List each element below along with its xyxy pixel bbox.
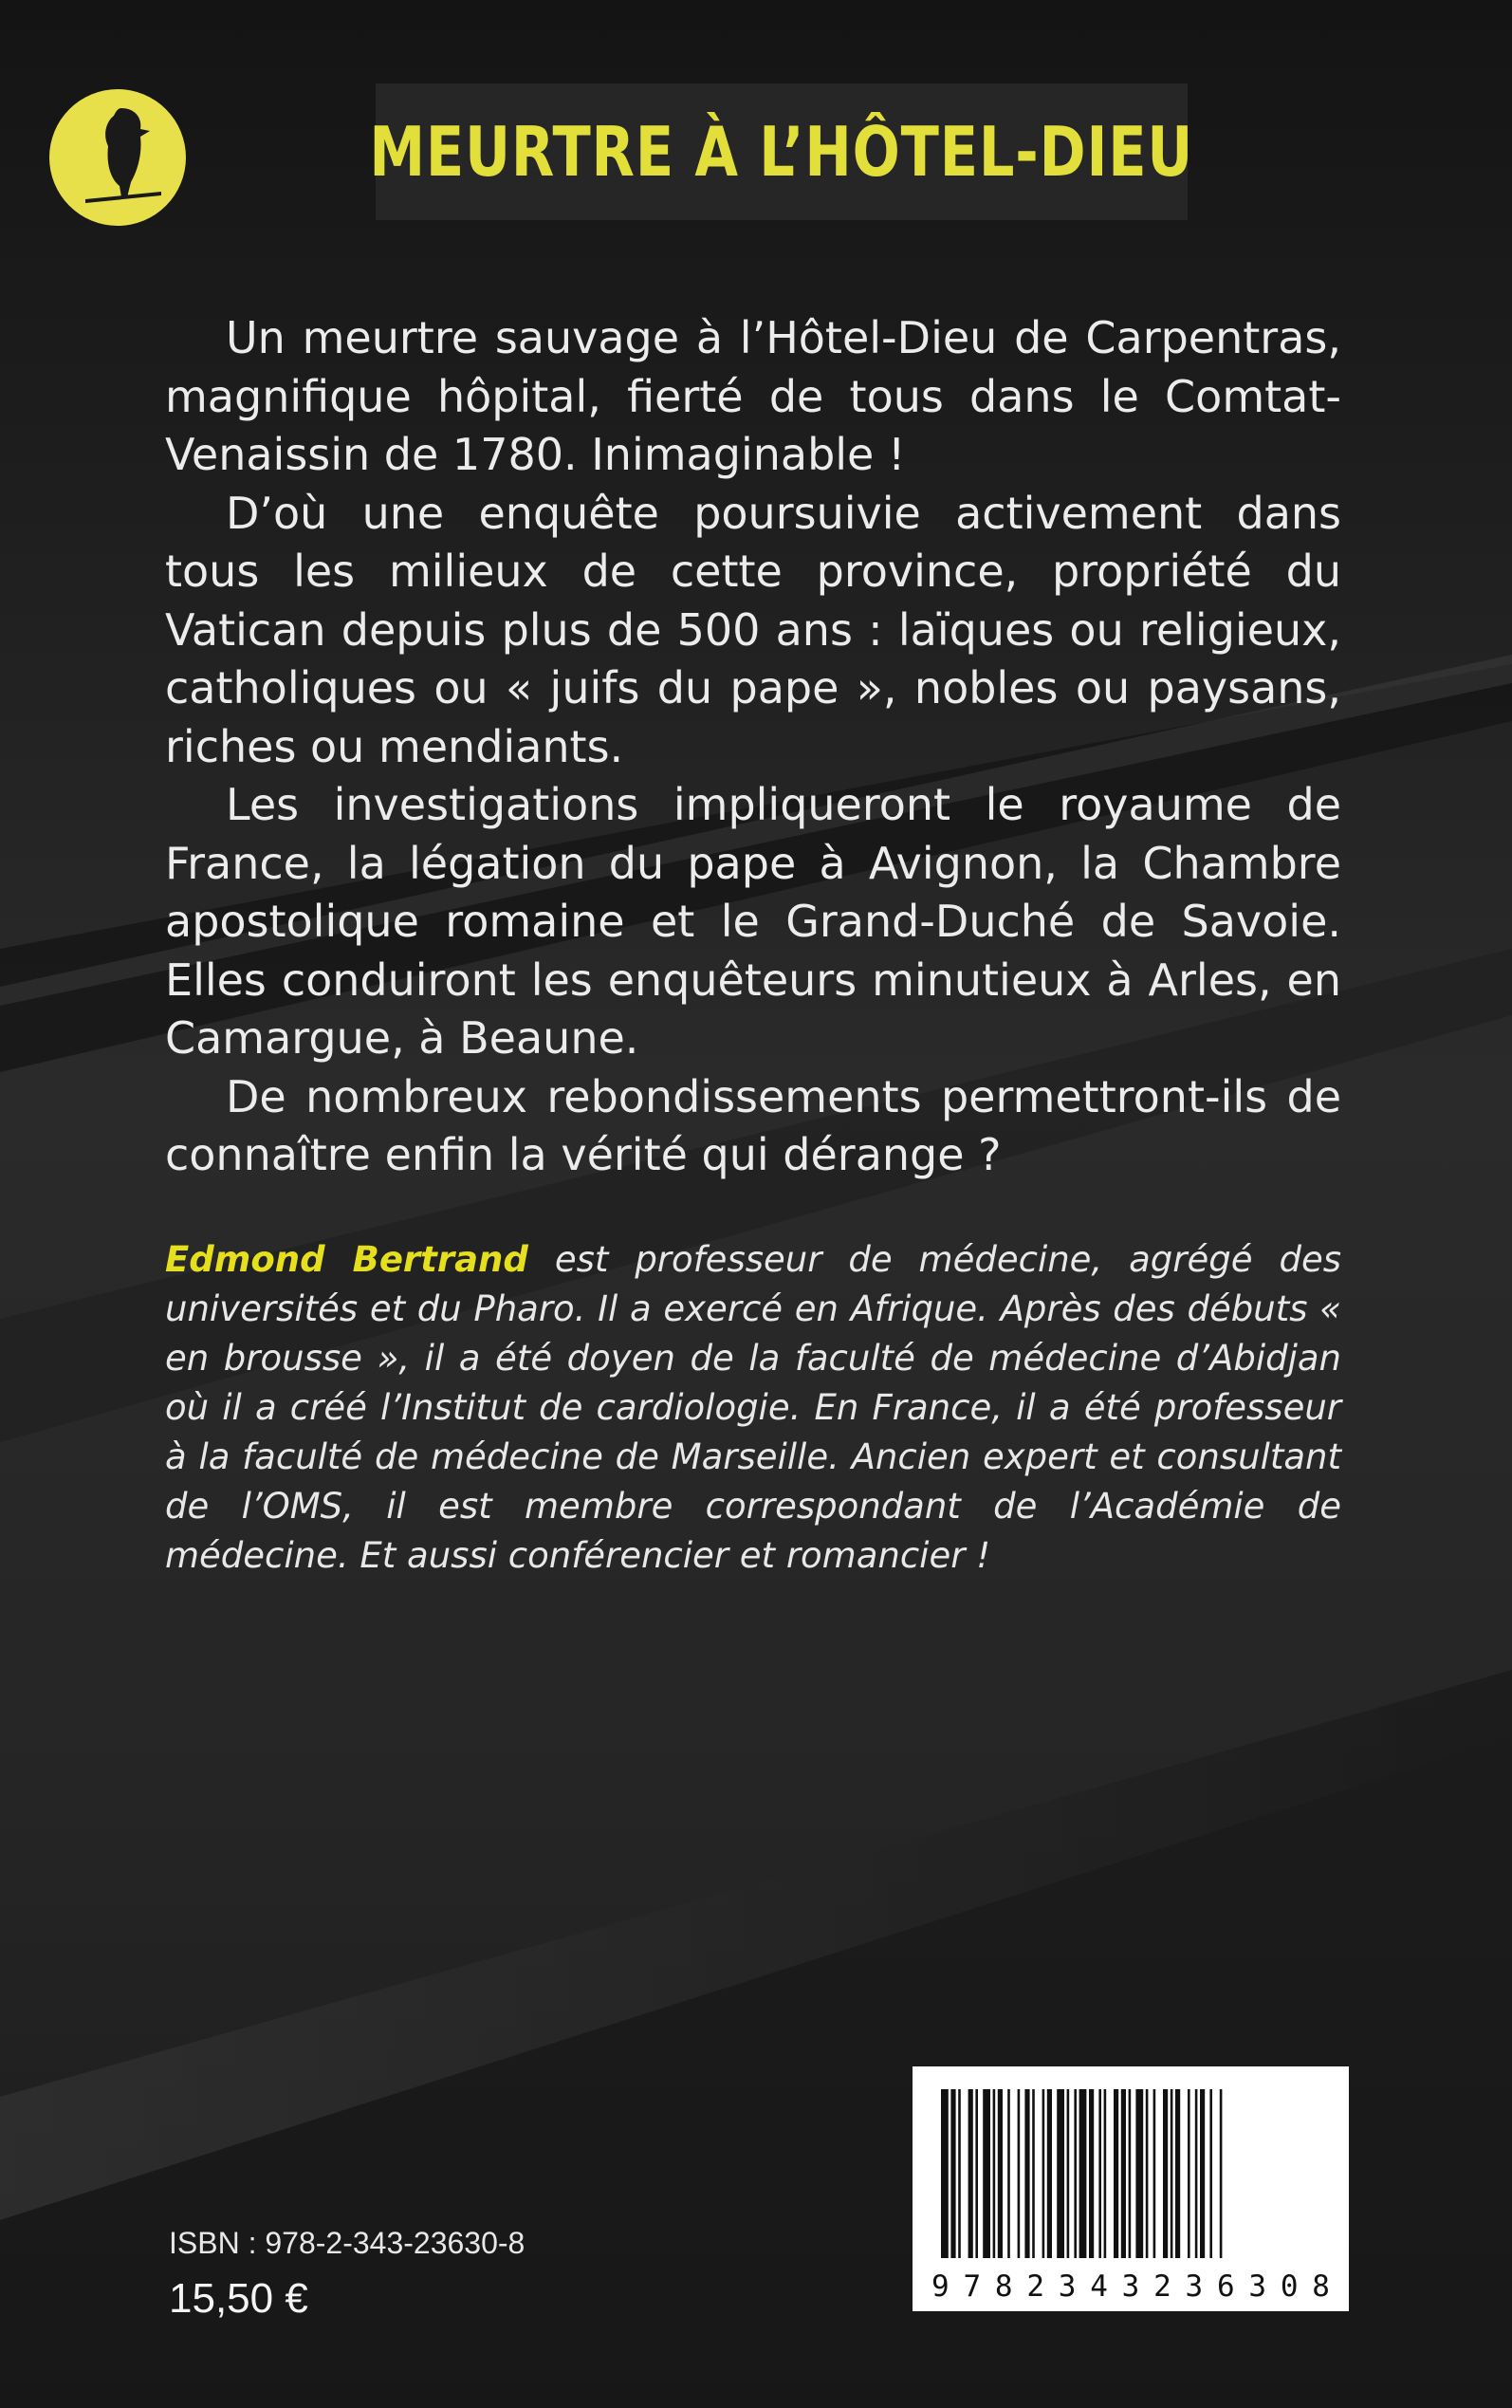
author-name: Edmond Bertrand: [165, 1239, 528, 1280]
crow-on-moon-icon: [47, 87, 188, 228]
barcode-bar: [1067, 2089, 1070, 2258]
barcode-bar: [1024, 2089, 1029, 2258]
barcode-bar: [1007, 2089, 1010, 2258]
isbn: ISBN : 978-2-343-23630-8: [169, 2226, 526, 2260]
barcode-bar: [941, 2089, 949, 2258]
barcode-bar: [1032, 2089, 1035, 2258]
barcode-bar: [1104, 2089, 1107, 2258]
book-title: MEURTRE À L’HÔTEL-DIEU: [369, 112, 1194, 192]
barcode: [913, 2066, 1349, 2311]
barcode-bar: [1114, 2089, 1118, 2258]
barcode-bar: [1079, 2089, 1087, 2258]
barcode-bar: [993, 2089, 996, 2258]
barcode-digit: 3: [1248, 2269, 1267, 2304]
barcode-bar: [1171, 2089, 1173, 2258]
barcode-bar: [950, 2089, 955, 2258]
barcode-bar: [1121, 2089, 1126, 2258]
price: 15,50 €: [169, 2275, 308, 2322]
synopsis-paragraph-4: De nombreux rebondissements permettront-ils de connaître enfin la vérité qui dérange ?: [165, 1070, 1341, 1180]
synopsis: [165, 309, 1341, 1185]
title-banner: [369, 83, 1194, 220]
barcode-digit: 9: [931, 2269, 950, 2304]
barcode-bar: [1200, 2089, 1205, 2258]
barcode-bar: [1188, 2089, 1190, 2258]
barcode-bar: [1220, 2089, 1223, 2258]
barcode-digit: 7: [963, 2269, 982, 2304]
barcode-bar: [983, 2089, 990, 2258]
barcode-digits: [931, 2269, 1330, 2304]
barcode-digit: 8: [994, 2269, 1013, 2304]
barcode-bar: [1195, 2089, 1198, 2258]
barcode-digit: 2: [1153, 2269, 1171, 2304]
barcode-digit: 8: [1312, 2269, 1330, 2304]
barcode-bar: [1098, 2089, 1101, 2258]
barcode-bar: [1129, 2089, 1132, 2258]
synopsis-paragraph-2: D’où une enquête poursuivie activement dans tous les milieux de cette province, propriété du Vatican depuis plus de 500 ans : laïques ou religieux, catholiques ou « juifs du pape », nobles ou paysans, riches ou mendiants.: [165, 487, 1341, 772]
author-bio-text: est professeur de médecine, agrégé des universités et du Pharo. Il a exercé en Afrique. Après des débuts « en brousse », il a été doyen de la faculté de médecine d’Abidjan où il a créé l’Institut de cardiologie. En France, il a été professeur à la faculté de médecine de Marseille. Ancien expert et consultant de l’OMS, il est membre correspondant de l’Académie de médecine. Et aussi conférencier et romancier !: [165, 1239, 1341, 1576]
barcode-bar: [1175, 2089, 1180, 2258]
barcode-bar: [1163, 2089, 1168, 2258]
barcode-digit: 2: [1026, 2269, 1044, 2304]
barcode-bar: [968, 2089, 973, 2258]
barcode-digit: 3: [1058, 2269, 1077, 2304]
barcode-bar: [1135, 2089, 1143, 2258]
barcode-digit: 0: [1280, 2269, 1299, 2304]
barcode-bar: [1146, 2089, 1149, 2258]
barcode-bar: [998, 2089, 1003, 2258]
synopsis-paragraph-3: Les investigations impliqueront le royaume de France, la légation du pape à Avignon, la Chambre apostolique romaine et le Grand-Duché de Savoie. Elles conduiront les enquêteurs minutieux à Arles, en Camargue, à Beaune.: [165, 779, 1341, 1064]
barcode-digit: 3: [1121, 2269, 1140, 2304]
barcode-bar: [1074, 2089, 1077, 2258]
barcode-bar: [1042, 2089, 1045, 2258]
barcode-bar: [1089, 2089, 1094, 2258]
barcode-bar: [1153, 2089, 1156, 2258]
barcode-digit: 4: [1090, 2269, 1108, 2304]
barcode-bar: [1057, 2089, 1064, 2258]
barcode-bar: [1047, 2089, 1052, 2258]
barcode-digit: 3: [1185, 2269, 1204, 2304]
author-bio: [165, 1235, 1341, 1581]
barcode-digit: 6: [1216, 2269, 1235, 2304]
barcode-bar: [1018, 2089, 1021, 2258]
barcode-bar: [975, 2089, 978, 2258]
barcode-bar: [958, 2089, 961, 2258]
barcode-bar: [1209, 2089, 1212, 2258]
synopsis-paragraph-1: Un meurtre sauvage à l’Hôtel-Dieu de Carpentras, magnifique hôpital, fierté de tous dans le Comtat-Venaissin de 1780. Inimaginable !: [165, 312, 1341, 480]
